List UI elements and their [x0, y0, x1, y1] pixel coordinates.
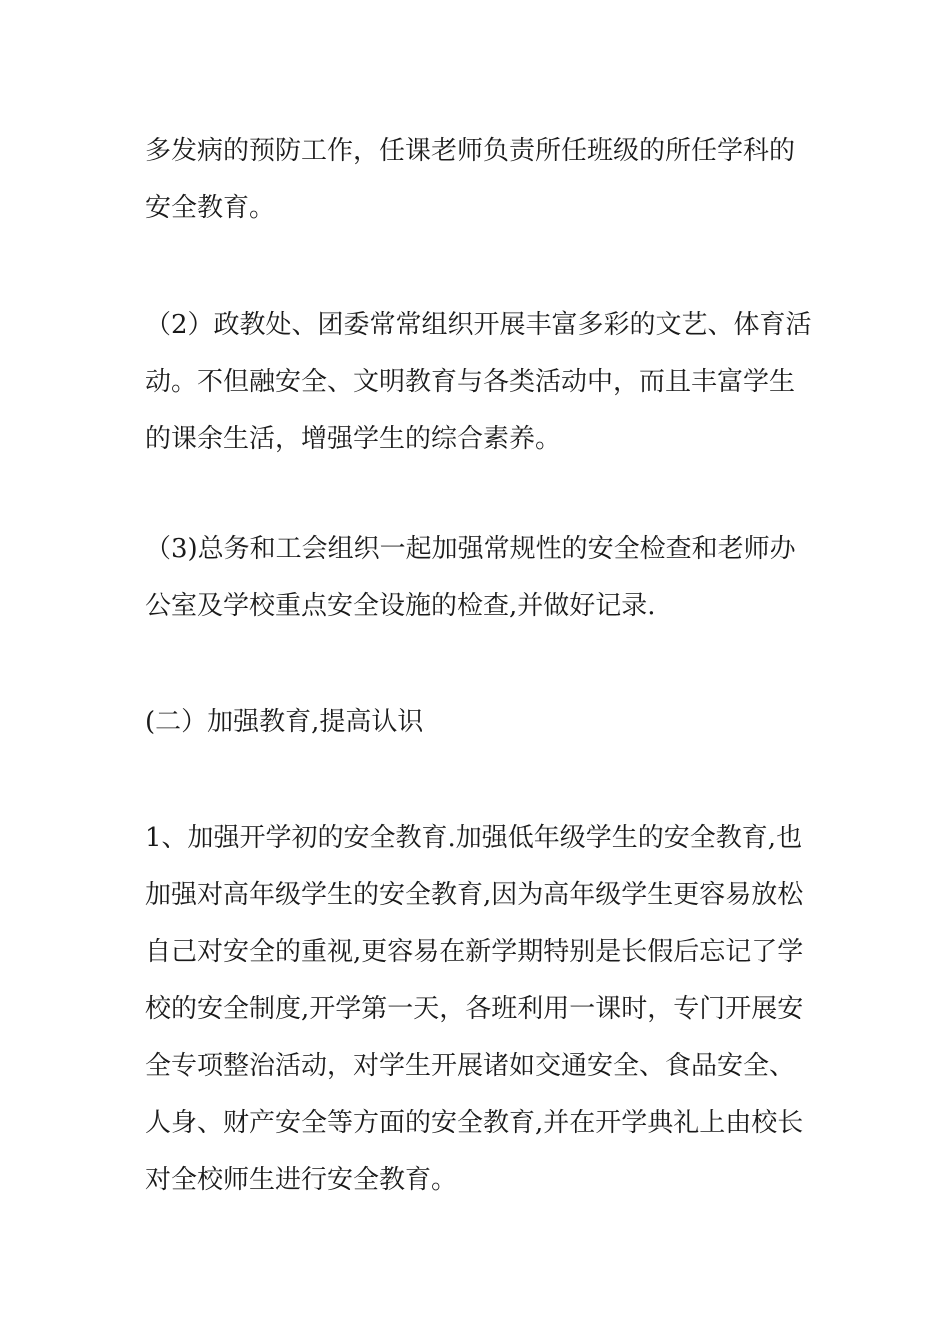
paragraph-item-1-term-start	[145, 810, 810, 1209]
section-heading-education	[145, 694, 810, 751]
text-line: 动。不但融安全、文明教育与各类活动中，而且丰富学生	[145, 367, 796, 397]
paragraph-illness-prevention	[145, 123, 810, 237]
text-line: 人身、财产安全等方面的安全教育,并在开学典礼上由校长	[145, 1108, 804, 1138]
text-line: （3)总务和工会组织一起加强常规性的安全检查和老师办	[145, 534, 796, 564]
text-line: 自己对安全的重视,更容易在新学期特别是长假后忘记了学	[145, 937, 804, 967]
text-line: 对全校师生进行安全教育。	[145, 1165, 458, 1195]
text-line: （2）政教处、团委常常组织开展丰富多彩的文艺、体育活	[145, 310, 812, 340]
text-line: 1、加强开学初的安全教育.加强低年级学生的安全教育,也	[145, 823, 803, 853]
paragraph-item-2-activities	[145, 297, 810, 468]
text-line: 加强对高年级学生的安全教育,因为高年级学生更容易放松	[145, 880, 804, 910]
text-line: 多发病的预防工作，任课老师负责所任班级的所任学科的	[145, 136, 796, 166]
text-line: (二）加强教育,提高认识	[145, 707, 424, 737]
text-line: 校的安全制度,开学第一天，各班利用一课时，专门开展安	[145, 994, 804, 1024]
paragraph-item-3-inspection	[145, 521, 810, 635]
text-line: 的课余生活，增强学生的综合素养。	[145, 424, 562, 454]
text-line: 公室及学校重点安全设施的检查,并做好记录.	[145, 591, 656, 621]
text-line: 全专项整治活动，对学生开展诸如交通安全、食品安全、	[145, 1051, 796, 1081]
text-line: 安全教育。	[145, 193, 276, 223]
